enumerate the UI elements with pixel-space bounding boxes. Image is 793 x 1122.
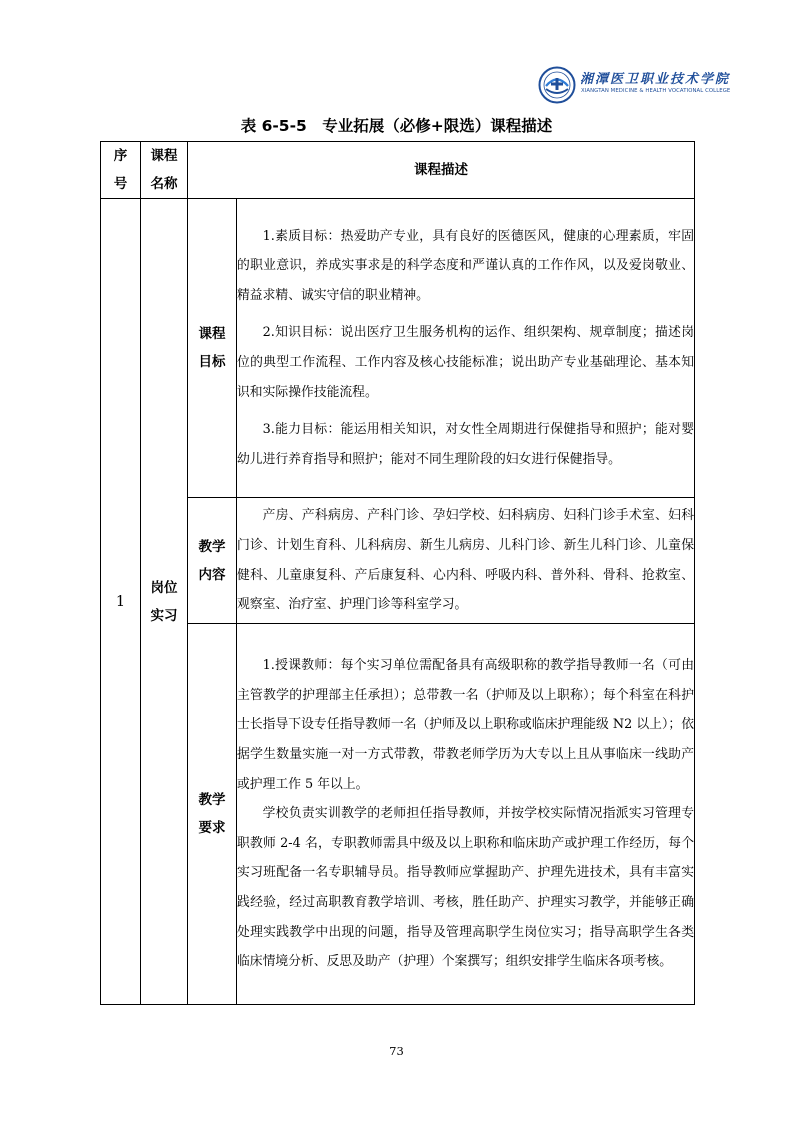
serial-header [101, 142, 141, 199]
course-name-line2: 实习 [150, 607, 178, 624]
teaching-content-text: 产房、产科病房、产科门诊、孕妇学校、妇科病房、妇科门诊手术室、妇科门诊、计划生育科、儿科病房、新生儿病房、儿科门诊、新生儿科门诊、儿童保健科、儿童康复科、产后康复科、心内科、呼吸内科、普外科、骨科、抢救室、观察室、治疗室、护理门诊等科室学习。 [237, 508, 694, 613]
serial-header-line1: 序 [113, 148, 128, 164]
requirement-instructors: 1.授课教师：每个实习单位需配备具有高级职称的教学指导教师一名（可由主管教学的护理部主任承担）；总带教一名（护师及以上职称）；每个科室在科护士长指导下设专任指导教师一名（护师及以上职称或临床护理能级 N2 以上）；依据学生数量实施一对一方式带教，带教老师学历为大专以上且从事临床一线助产或护理工作 5 年以上。 [237, 658, 694, 792]
requirement-school-teachers: 学校负责实训教学的老师担任指导教师，并按学校实际情况指派实习管理专职教师 2-4 名，专职教师需具中级及以上职称和临床助产或护理工作经历，每个实习班配备一名专职辅导员。指导教师应掌握助产、护理先进技术，具有丰富实践经验，经过高职教育教学培训、考核，胜任助产、护理实习教学，并能够正确处理实践教学中出现的问题，指导及管理高职学生岗位实习；指导高职学生各类临床情境分析、反思及助产（护理）个案撰写；组织安排学生临床各项考核。 [237, 806, 694, 970]
table-row [101, 498, 695, 624]
course-table [100, 141, 695, 1005]
course-description-header: 课程描述 [188, 142, 695, 199]
course-name-header [141, 142, 188, 199]
section-content-objectives [237, 199, 695, 498]
course-name-line1: 岗位 [150, 579, 178, 596]
school-name: 湘潭医卫职业技术学院 [580, 72, 731, 87]
serial-header-line2: 号 [113, 176, 128, 192]
requirements-title-line2: 要求 [198, 820, 226, 836]
objective-ability: 3.能力目标：能运用相关知识，对女性全周期进行保健指导和照护；能对婴幼儿进行养育指导和照护；能对不同生理阶段的妇女进行保健指导。 [237, 422, 694, 467]
header-row [101, 142, 695, 199]
section-title-content [188, 498, 237, 624]
course-name-header-line2: 名称 [150, 176, 178, 192]
row-course-name [141, 199, 188, 1005]
content-title-line1: 教学 [198, 538, 226, 555]
section-content-requirements [237, 624, 695, 1005]
objective-knowledge: 2.知识目标：说出医疗卫生服务机构的运作、组织架构、规章制度；描述岗位的典型工作流程、工作内容及核心技能标准；说出助产专业基础理论、基本知识和实际操作技能流程。 [237, 325, 694, 400]
table-row [101, 624, 695, 1005]
objective-quality: 1.素质目标：热爱助产专业，具有良好的医德医风，健康的心理素质，牢固的职业意识，养成实事求是的科学态度和严谨认真的工作作风，以及爱岗敬业、精益求精、诚实守信的职业精神。 [237, 228, 694, 303]
section-title-objectives [188, 199, 237, 498]
content-title-line2: 内容 [198, 566, 226, 583]
page-number: 73 [389, 1044, 404, 1058]
objectives-title-line2: 目标 [198, 354, 226, 370]
course-name-header-line1: 课程 [150, 148, 178, 164]
objectives-title-line1: 课程 [198, 326, 226, 342]
requirements-title-line1: 教学 [198, 792, 226, 808]
row-serial: 1 [101, 199, 141, 1005]
table-row [101, 199, 695, 498]
section-content-teaching [237, 498, 695, 624]
school-logo [538, 66, 731, 104]
school-name-en: XIANGTAN MEDICINE & HEALTH VOCATIONAL COLLEGE [581, 88, 731, 94]
section-title-requirements [188, 624, 237, 1005]
table-caption: 表 6-5-5 专业拓展（必修+限选）课程描述 [240, 117, 553, 135]
school-seal-icon [538, 66, 576, 104]
